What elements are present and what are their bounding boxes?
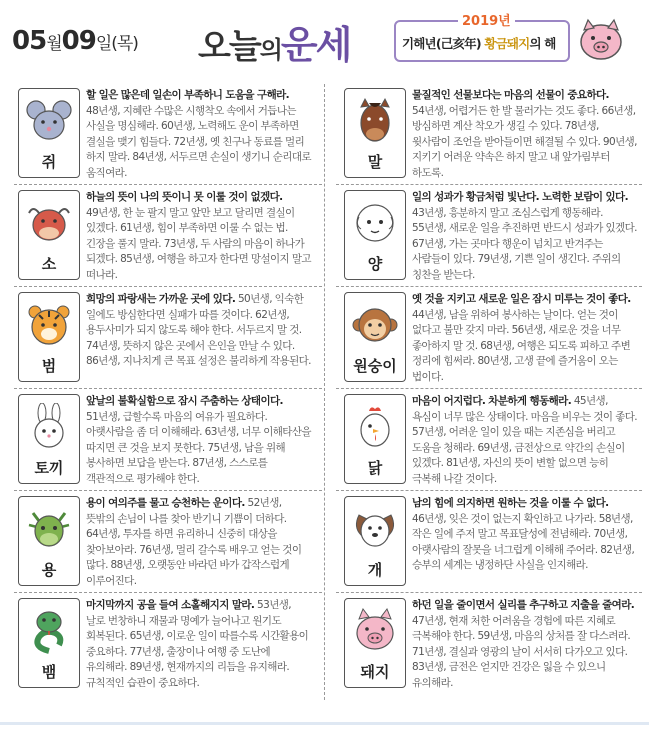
row-divider bbox=[336, 388, 642, 389]
fortune-lead: 할 일은 많은데 일손이 부족하니 도움을 구해라. bbox=[86, 89, 290, 101]
zodiac-entry-rat bbox=[0, 82, 318, 184]
zodiac-name: 개 bbox=[367, 561, 383, 579]
zodiac-entry-dog bbox=[326, 490, 644, 592]
zodiac-name: 돼지 bbox=[360, 663, 390, 681]
fortune-text bbox=[86, 292, 312, 370]
row-divider bbox=[336, 286, 642, 287]
fortune-lead: 앞날의 불확실함으로 잠시 주춤하는 상태이다. bbox=[86, 395, 283, 407]
row-divider bbox=[14, 388, 322, 389]
fortune-text bbox=[412, 598, 638, 692]
zodiac-entry-monkey bbox=[326, 286, 644, 388]
zodiac-icon-box bbox=[344, 598, 406, 688]
zodiac-icon-box bbox=[344, 496, 406, 586]
horse-icon bbox=[351, 97, 399, 145]
pig-icon bbox=[351, 607, 399, 655]
fortune-text bbox=[86, 598, 312, 692]
fortune-text bbox=[412, 190, 638, 284]
fortune-body: 47년생, 현재 처한 어려움을 경험에 따른 지혜로 극복해야 한다. 59년생, 마음의 상처를 잘 다스려라. 71년생, 결실과 영광의 날이 서서히 다가오고 있다. 83년생, 금전은 얻지만 건강은 잃을 수 있으니 유의해라. bbox=[412, 614, 631, 689]
rat-icon bbox=[25, 97, 73, 145]
row-divider bbox=[336, 184, 642, 185]
zodiac-entry-snake bbox=[0, 592, 318, 694]
zodiac-entry-dragon bbox=[0, 490, 318, 592]
zodiac-entry-pig bbox=[326, 592, 644, 694]
fortune-lead: 일의 성과가 황금처럼 빛난다. 노력한 보람이 있다. bbox=[412, 191, 628, 203]
row-divider bbox=[336, 592, 642, 593]
fortune-lead: 옛 것을 지키고 새로운 일은 잠시 미루는 것이 좋다. bbox=[412, 293, 631, 305]
fortune-body: 54년생, 어렵거든 한 발 물러가는 것도 좋다. 66년생, 방심하면 계산 착오가 생길 수 있다. 78년생, 윗사람이 조언을 받아들이면 해결될 수 있다. 90년생, 지키기 어려운 약속은 하지 말고 내 앞가림부터 하도록. bbox=[412, 104, 637, 179]
zodiac-name: 소 bbox=[41, 255, 57, 273]
zodiac-name: 토끼 bbox=[34, 459, 64, 477]
zodiac-entry-ox bbox=[0, 184, 318, 286]
fortune-body: 46년생, 잊은 것이 없는지 확인하고 나가라. 58년생, 작은 일에 주저 말고 목표달성에 전념해라. 70년생, 아랫사람의 잘못을 너그럽게 이해해 주어라. 82년생, 승부의 세계는 냉정하단 사실을 인지해라. bbox=[412, 512, 635, 572]
rabbit-icon bbox=[25, 403, 73, 451]
ox-icon bbox=[25, 199, 73, 247]
zodiac-name: 말 bbox=[367, 153, 383, 171]
fortune-text bbox=[412, 292, 638, 386]
tiger-icon bbox=[25, 301, 73, 349]
fortune-text bbox=[86, 394, 312, 488]
zodiac-icon-box bbox=[18, 292, 80, 382]
fortune-lead: 물질적인 선물보다는 마음의 선물이 중요하다. bbox=[412, 89, 609, 101]
zodiac-name: 뱀 bbox=[41, 663, 57, 681]
zodiac-icon-box bbox=[344, 394, 406, 484]
fortune-lead: 하던 일을 줄이면서 실리를 추구하고 지출을 줄여라. bbox=[412, 599, 635, 611]
zodiac-name: 범 bbox=[41, 357, 57, 375]
header bbox=[0, 0, 649, 78]
fortune-body: 45년생, 욕심이 너무 많은 상태이다. 마음을 비우는 것이 좋다. 57년생, 어려운 일이 있을 때는 지존심을 버리고 도움을 청해라. 69년생, 금전상으로 약간의 손실이 있겠다. 81년생, 자신의 뜻이 변할 없으면 능히 극복해 나갈 것이다. bbox=[412, 395, 638, 485]
sheep-icon bbox=[351, 199, 399, 247]
snake-icon bbox=[25, 607, 73, 655]
fortune-text bbox=[86, 496, 312, 590]
row-divider bbox=[336, 490, 642, 491]
zodiac-name: 쥐 bbox=[41, 153, 57, 171]
pig-mascot-icon bbox=[576, 18, 626, 62]
fortune-body: 52년생, 뜻밖의 손님이 나를 찾아 반기니 기쁨이 더하다. 64년생, 투자를 하면 유리하니 신중히 대상을 찾아보아라. 76년생, 멀리 갈수록 배우고 얻는 것이 많다. 88년생, 오랫동안 바라던 바가 갑작스럽게 이루어진다. bbox=[86, 497, 302, 587]
zodiac-name: 원숭이 bbox=[353, 357, 397, 375]
bottom-rule bbox=[0, 722, 649, 725]
fortune-body: 50년생, 익숙한 일에도 방심한다면 실패가 따를 것이다. 62년생, 용두사미가 되지 않도록 해야 한다. 서두르지 말 것. 74년생, 뜻하지 않은 곳에서 은인을 만날 수 있다. 86년생, 지나치게 큰 목표 설정은 불리하게 작용된다. bbox=[86, 293, 311, 368]
row-divider bbox=[14, 184, 322, 185]
fortune-lead: 남의 힘에 의지하면 원하는 것을 이룰 수 없다. bbox=[412, 497, 609, 509]
row-divider bbox=[14, 592, 322, 593]
fortune-lead: 마음이 어지럽다. 차분하게 행동해라. bbox=[412, 395, 572, 407]
fortune-lead: 용이 여의주를 물고 승천하는 운이다. bbox=[86, 497, 245, 509]
zodiac-name: 양 bbox=[367, 255, 383, 273]
fortune-body: 43년생, 흥분하지 말고 조심스럽게 행동해라. 55년생, 새로운 일을 추진하면 반드시 성과가 있겠다. 67년생, 가는 곳마다 행운이 넘치고 반겨주는 사람들이 있다. 79년생, 기쁜 일이 생긴다. 주위의 칭찬을 받는다. bbox=[412, 206, 637, 281]
zodiac-entry-rabbit bbox=[0, 388, 318, 490]
zodiac-icon-box bbox=[18, 394, 80, 484]
zodiac-grid bbox=[0, 78, 649, 732]
fortune-lead: 마지막까지 공을 들여 소홀해지지 말라. bbox=[86, 599, 255, 611]
rooster-icon bbox=[351, 403, 399, 451]
date-label: 05월09일(목) bbox=[12, 26, 138, 56]
zodiac-entry-sheep bbox=[326, 184, 644, 286]
zodiac-entry-horse bbox=[326, 82, 644, 184]
zodiac-icon-box bbox=[344, 190, 406, 280]
zodiac-icon-box bbox=[18, 88, 80, 178]
fortune-text bbox=[86, 88, 312, 182]
fortune-body: 48년생, 지혜란 수많은 시행착오 속에서 거듭나는 사실을 명심해라. 60년생, 노력해도 운이 부족하면 결실을 맺기 힘들다. 72년생, 옛 친구나 동료를 멀리 하지 말라. 84년생, 서두르면 손실이 생기니 순리대로 움직여라. bbox=[86, 104, 311, 179]
zodiac-entry-tiger bbox=[0, 286, 318, 388]
fortune-text bbox=[412, 394, 638, 488]
zodiac-icon-box bbox=[18, 598, 80, 688]
row-divider bbox=[14, 490, 322, 491]
page-title: 오늘의운세 bbox=[198, 23, 351, 67]
zodiac-icon-box bbox=[344, 88, 406, 178]
fortune-text bbox=[412, 88, 638, 182]
fortune-body: 49년생, 한 눈 팔지 말고 앞만 보고 달리면 결실이 있겠다. 61년생, 힘이 부족하면 이룰 수 없는 법. 긴장을 풀지 말라. 73년생, 두 사람의 마음이 하나가 되겠다. 85년생, 여행을 하고자 한다면 망설이지 말고 떠나라. bbox=[86, 206, 311, 281]
year-badge: 2019년 기해년(己亥年) 황금돼지의 해 bbox=[394, 20, 570, 62]
zodiac-name: 닭 bbox=[367, 459, 383, 477]
row-divider bbox=[14, 286, 322, 287]
zodiac-entry-rooster bbox=[326, 388, 644, 490]
fortune-body: 51년생, 급할수록 마음의 여유가 필요하다. 아랫사람을 좀 더 이해해라. 63년생, 너무 이해타산을 따지면 큰 것을 보지 못한다. 75년생, 남을 위해 봉사하면 보답을 받는다. 87년생, 스스로를 객관적으로 평가해야 한다. bbox=[86, 410, 311, 485]
zodiac-name: 용 bbox=[41, 561, 57, 579]
fortune-text bbox=[412, 496, 638, 574]
zodiac-icon-box bbox=[18, 190, 80, 280]
fortune-body: 53년생, 날로 번창하니 재물과 명예가 늘어나고 원기도 회복된다. 65년생, 이로운 일이 따를수록 시간활용이 중요하다. 77년생, 출장이나 여행 중 도난에 유의해라. 89년생, 현재까지의 리듬을 유지해라. 규칙적인 습관이 중요하다. bbox=[86, 599, 309, 689]
zodiac-icon-box bbox=[344, 292, 406, 382]
zodiac-icon-box bbox=[18, 496, 80, 586]
fortune-text bbox=[86, 190, 312, 284]
dog-icon bbox=[351, 505, 399, 553]
fortune-lead: 하늘의 뜻이 나의 뜻이니 못 이룰 것이 없겠다. bbox=[86, 191, 283, 203]
monkey-icon bbox=[351, 301, 399, 349]
fortune-body: 44년생, 남을 위하여 봉사하는 날이다. 얻는 것이 없다고 불만 갖지 마라. 56년생, 새로운 것을 너무 좋아하지 말 것. 68년생, 여행은 되도록 피하고 주변 정리에 힘써라. 80년생, 고생 끝에 즐거움이 오는 법이다. bbox=[412, 308, 631, 383]
dragon-icon bbox=[25, 505, 73, 553]
fortune-lead: 희망의 파랑새는 가까운 곳에 있다. bbox=[86, 293, 236, 305]
